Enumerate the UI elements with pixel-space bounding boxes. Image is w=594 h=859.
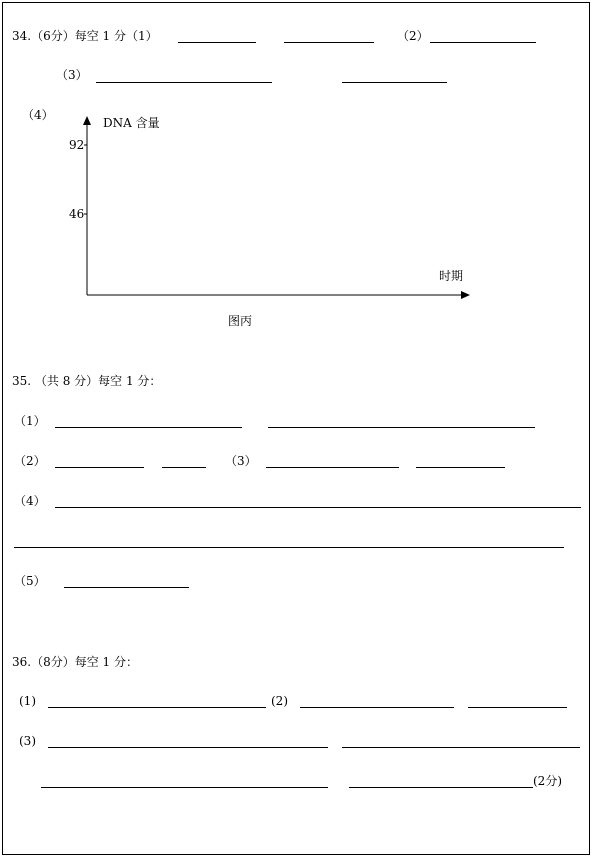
q34-header: 34.（6分）每空 1 分（1） — [12, 29, 158, 43]
q34-part-3-label: （3） — [56, 68, 88, 82]
q35-blank-2a[interactable] — [55, 467, 144, 468]
x-axis-arrow — [461, 291, 470, 299]
q36-blank-2a[interactable] — [300, 707, 454, 708]
q36-part-2-label: (2) — [271, 694, 288, 708]
q35-header: 35. （共 8 分）每空 1 分： — [12, 374, 162, 388]
q35-part-4-label: （4） — [14, 494, 46, 508]
q34-part-2-label: （2） — [397, 29, 429, 43]
q36-blank-3b[interactable] — [342, 747, 580, 748]
q36-blank-2b[interactable] — [468, 707, 567, 708]
graph-caption: 图丙 — [228, 314, 253, 328]
q35-blank-3b[interactable] — [416, 467, 505, 468]
q36-blank-3d[interactable] — [349, 787, 533, 788]
q35-blank-3a[interactable] — [266, 467, 399, 468]
y-axis-label: DNA 含量 — [103, 116, 160, 130]
q35-part-2-label: （2） — [14, 454, 46, 468]
y-tick-92-label: 92 — [69, 138, 85, 152]
q35-blank-4b[interactable] — [14, 547, 564, 548]
q36-score-note: (2分) — [533, 774, 562, 788]
q36-blank-1[interactable] — [48, 707, 266, 708]
y-axis-arrow — [83, 116, 91, 125]
q36-part-3-label: (3) — [19, 734, 36, 748]
q35-blank-2b[interactable] — [162, 467, 206, 468]
q35-part-1-label: （1） — [14, 414, 46, 428]
q35-part-5-label: （5） — [14, 574, 46, 588]
q36-part-1-label: (1) — [19, 694, 36, 708]
q34-part-4-label: （4） — [22, 108, 54, 122]
q35-blank-1b[interactable] — [268, 427, 535, 428]
q35-part-3-label: （3） — [225, 454, 257, 468]
q36-blank-3a[interactable] — [48, 747, 328, 748]
q36-header: 36.（8分）每空 1 分： — [12, 655, 138, 669]
q35-blank-5[interactable] — [64, 587, 189, 588]
x-axis-label: 时期 — [439, 269, 464, 283]
q35-blank-4a[interactable] — [55, 507, 581, 508]
q35-blank-1a[interactable] — [55, 427, 242, 428]
q36-blank-3c[interactable] — [41, 787, 328, 788]
y-tick-46-label: 46 — [69, 207, 85, 221]
